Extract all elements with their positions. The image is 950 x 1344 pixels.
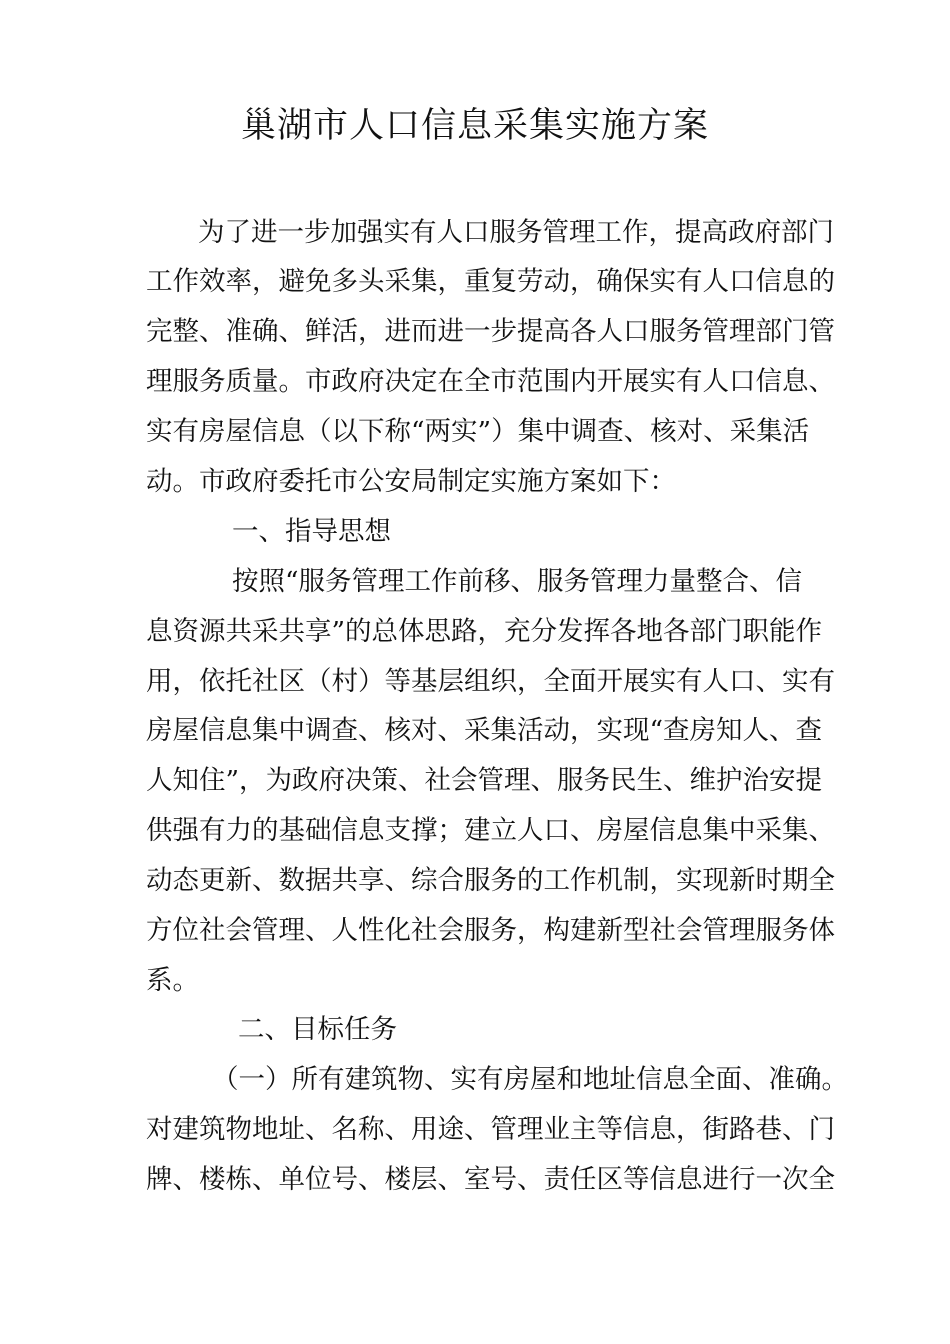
paragraph-line: 完整、准确、鲜活，进而进一步提高各人口服务管理部门管 — [146, 316, 835, 347]
paragraph-line: 对建筑物地址、名称、用途、管理业主等信息，街路巷、门 — [146, 1114, 835, 1145]
section-heading-goals-tasks: 二、目标任务 — [238, 1014, 397, 1045]
paragraph-line: 实有房屋信息（以下称“两实”）集中调查、核对、采集活 — [146, 416, 810, 447]
document-title: 巢湖市人口信息采集实施方案 — [240, 106, 709, 146]
paragraph-line: 为了进一步加强实有人口服务管理工作，提高政府部门 — [198, 217, 834, 248]
paragraph-line: 供强有力的基础信息支撑；建立人口、房屋信息集中采集、 — [146, 815, 835, 846]
paragraph-line: 按照“服务管理工作前移、服务管理力量整合、信 — [232, 566, 803, 597]
paragraph-line: 方位社会管理、人性化社会服务，构建新型社会管理服务体 — [146, 915, 835, 946]
paragraph-line: 工作效率，避免多头采集，重复劳动，确保实有人口信息的 — [146, 266, 835, 297]
paragraph-line: 房屋信息集中调查、核对、采集活动，实现“查房知人、查 — [146, 715, 823, 746]
paragraph-line: 人知住”，为政府决策、社会管理、服务民生、维护治安提 — [146, 765, 823, 796]
paragraph-line: 理服务质量。市政府决定在全市范围内开展实有人口信息、 — [146, 366, 835, 397]
paragraph-line: 系。 — [146, 965, 199, 996]
paragraph-line: 动态更新、数据共享、综合服务的工作机制，实现新时期全 — [146, 865, 835, 896]
paragraph-line: 动。市政府委托市公安局制定实施方案如下： — [146, 466, 676, 497]
paragraph-line: 用，依托社区（村）等基层组织，全面开展实有人口、实有 — [146, 666, 835, 697]
paragraph-line: （一）所有建筑物、实有房屋和地址信息全面、准确。 — [212, 1064, 848, 1095]
paragraph-line: 牌、楼栋、单位号、楼层、室号、责任区等信息进行一次全 — [146, 1164, 835, 1195]
section-heading-guiding-ideology: 一、指导思想 — [232, 516, 391, 547]
paragraph-line: 息资源共采共享”的总体思路，充分发挥各地各部门职能作 — [146, 616, 823, 647]
